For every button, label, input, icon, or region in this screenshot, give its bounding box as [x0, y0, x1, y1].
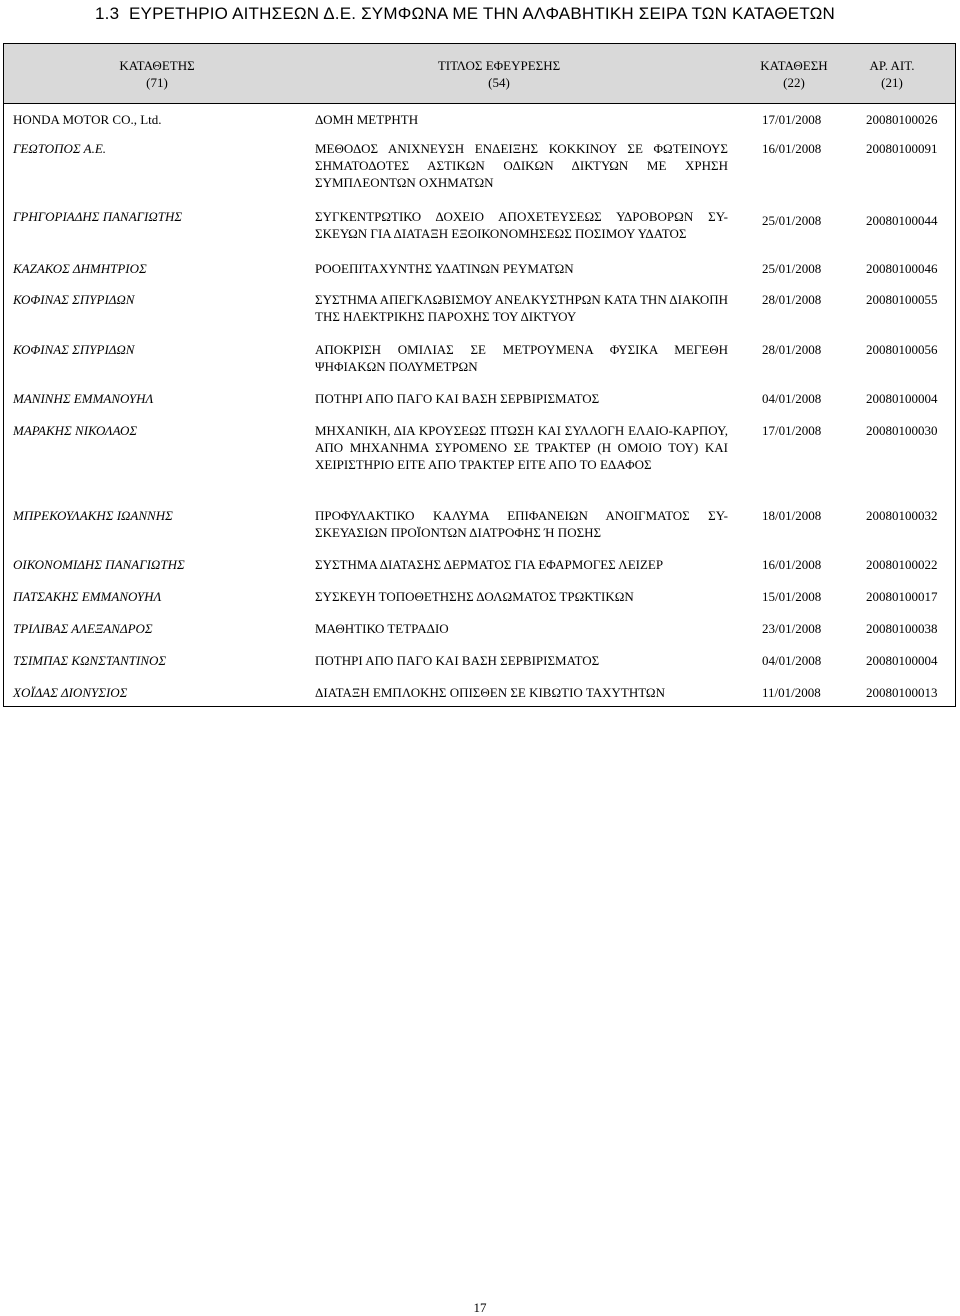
- applicant-name: HONDA MOTOR CO., Ltd.: [13, 112, 162, 127]
- application-number: 20080100044: [866, 213, 938, 228]
- application-number: 20080100022: [866, 557, 938, 572]
- column-header-applicant: ΚΑΤΑΘΕΤΗΣ (71): [119, 58, 195, 90]
- application-number: 20080100032: [866, 508, 938, 523]
- applicant-name: ΓΡΗΓΟΡΙΑΔΗΣ ΠΑΝΑΓΙΩΤΗΣ: [13, 209, 183, 224]
- invention-title: ΣΥΣΤΗΜΑ ΔΙΑΤΑΣΗΣ ΔΕΡΜΑΤΟΣ ΓΙΑ ΕΦΑΡΜΟΓΕΣ ΛΕΙΖΕΡ: [315, 557, 664, 572]
- table-header: [4, 44, 955, 104]
- application-number: 20080100004: [866, 653, 938, 668]
- invention-title: ΠΟΤΗΡΙ ΑΠΟ ΠΑΓΟ ΚΑΙ ΒΑΣΗ ΣΕΡΒΙΡΙΣΜΑΤΟΣ: [315, 653, 600, 668]
- applicant-name: ΧΟΪΔΑΣ ΔΙΟΝΥΣΙΟΣ: [13, 685, 128, 700]
- invention-title: ΜΗΧΑΝΙΚΗ, ΔΙΑ ΚΡΟΥΣΕΩΣ ΠΤΩΣΗ ΚΑΙ ΣΥΛΛΟΓΗ ΕΛΑΙΟ-ΚΑΡΠΟΥ, ΑΠΟ ΜΗΧΑΝΗΜΑ ΣΥΡΟΜΕΝΟ ΣΕ ΤΡΑΚΤΕΡ (Η ΟΜΟΙΟ ΤΟΥ) ΚΑΙ ΧΕΙΡΙΣΤΗΡΙΟ ΕΙΤΕ ΑΠΟ ΤΡΑΚΤΕΡ ΕΙΤΕ ΑΠΟ ΤΟ ΕΔΑΦΟΣ: [315, 423, 728, 472]
- filing-date: 17/01/2008: [762, 423, 822, 438]
- applicant-name: ΠΑΤΣΑΚΗΣ ΕΜΜΑΝΟΥΗΛ: [13, 589, 162, 604]
- invention-title: ΡΟΟΕΠΙΤΑΧΥΝΤΗΣ ΥΔΑΤΙΝΩΝ ΡΕΥΜΑΤΩΝ: [315, 261, 574, 276]
- filing-date: 11/01/2008: [762, 685, 821, 700]
- application-number: 20080100026: [866, 112, 938, 127]
- applicant-name: ΤΣΙΜΠΑΣ ΚΩΝΣΤΑΝΤΙΝΟΣ: [13, 653, 167, 668]
- filing-date: 25/01/2008: [762, 261, 822, 276]
- filing-date: 28/01/2008: [762, 292, 822, 307]
- applicant-name: ΟΙΚΟΝΟΜΙΔΗΣ ΠΑΝΑΓΙΩΤΗΣ: [13, 557, 185, 572]
- applicant-name: ΜΑΡΑΚΗΣ ΝΙΚΟΛΑΟΣ: [13, 423, 138, 438]
- applicant-name: ΜΑΝΙΝΗΣ ΕΜΜΑΝΟΥΗΛ: [13, 391, 154, 406]
- invention-title: ΠΡΟΦΥΛΑΚΤΙΚΟ ΚΑΛΥΜΑ ΕΠΙΦΑΝΕΙΩΝ ΑΝΟΙΓΜΑΤΟΣ ΣΥ-ΣΚΕΥΑΣΙΩΝ ΠΡΟΪΟΝΤΩΝ ΔΙΑΤΡΟΦΗΣ Ή ΠΟΣΗΣ: [315, 508, 728, 540]
- filing-date: 16/01/2008: [762, 141, 822, 156]
- filing-date: 28/01/2008: [762, 342, 822, 357]
- applications-table: [3, 43, 956, 707]
- invention-title: ΜΕΘΟΔΟΣ ΑΝΙΧΝΕΥΣΗ ΕΝΔΕΙΞΗΣ ΚΟΚΚΙΝΟΥ ΣΕ ΦΩΤΕΙΝΟΥΣ ΣΗΜΑΤΟΔΟΤΕΣ ΑΣΤΙΚΩΝ ΟΔΙΚΩΝ ΔΙΚΤΥΩΝ ΜΕ ΧΡΗΣΗ ΣΥΜΠΛΕΟΝΤΩΝ ΟΧΗΜΑΤΩΝ: [315, 141, 728, 190]
- filing-date: 15/01/2008: [762, 589, 822, 604]
- section-heading: [95, 4, 835, 24]
- section-title: ΕΥΡΕΤΗΡΙΟ ΑΙΤΗΣΕΩΝ Δ.Ε. ΣΥΜΦΩΝΑ ΜΕ ΤΗΝ ΑΛΦΑΒΗΤΙΚΗ ΣΕΙΡΑ ΤΩΝ ΚΑΤΑΘΕΤΩΝ: [129, 4, 835, 23]
- applicant-name: ΤΡΙΛΙΒΑΣ ΑΛΕΞΑΝΔΡΟΣ: [13, 621, 153, 636]
- application-number: 20080100046: [866, 261, 938, 276]
- filing-date: 16/01/2008: [762, 557, 822, 572]
- application-number: 20080100055: [866, 292, 938, 307]
- applicant-name: ΓΕΩΤΟΠΟΣ Α.Ε.: [13, 141, 107, 156]
- filing-date: 17/01/2008: [762, 112, 822, 127]
- applicant-name: ΜΠΡΕΚΟΥΛΑΚΗΣ ΙΩΑΝΝΗΣ: [13, 508, 173, 523]
- applicant-name: ΚΟΦΙΝΑΣ ΣΠΥΡΙΔΩΝ: [13, 292, 135, 307]
- filing-date: 04/01/2008: [762, 391, 822, 406]
- applicant-name: ΚΟΦΙΝΑΣ ΣΠΥΡΙΔΩΝ: [13, 342, 135, 357]
- application-number: 20080100030: [866, 423, 938, 438]
- page-number: 17: [473, 1300, 487, 1315]
- application-number: 20080100091: [866, 141, 938, 156]
- filing-date: 04/01/2008: [762, 653, 822, 668]
- invention-title: ΣΥΣΚΕΥΗ ΤΟΠΟΘΕΤΗΣΗΣ ΔΟΛΩΜΑΤΟΣ ΤΡΩΚΤΙΚΩΝ: [315, 589, 634, 604]
- invention-title: ΑΠΟΚΡΙΣΗ ΟΜΙΛΙΑΣ ΣΕ ΜΕΤΡΟΥΜΕΝΑ ΦΥΣΙΚΑ ΜΕΓΕΘΗ ΨΗΦΙΑΚΩΝ ΠΟΛΥΜΕΤΡΩΝ: [315, 342, 728, 374]
- invention-title: ΣΥΓΚΕΝΤΡΩΤΙΚΟ ΔΟΧΕΙΟ ΑΠΟΧΕΤΕΥΣΕΩΣ ΥΔΡΟΒΟΡΩΝ ΣΥ-ΣΚΕΥΩΝ ΓΙΑ ΔΙΑΤΑΞΗ ΕΞΟΙΚΟΝΟΜΗΣΕΩΣ ΠΟΣΙΜΟΥ ΥΔΑΤΟΣ: [315, 209, 728, 241]
- invention-title: ΔΟΜΗ ΜΕΤΡΗΤΗ: [315, 112, 419, 127]
- column-header-title: ΤΙΤΛΟΣ ΕΦΕΥΡΕΣΗΣ (54): [437, 58, 561, 90]
- section-number: 1.3: [95, 4, 120, 23]
- applicant-name: ΚΑΖΑΚΟΣ ΔΗΜΗΤΡΙΟΣ: [13, 261, 147, 276]
- application-number: 20080100056: [866, 342, 938, 357]
- application-number: 20080100004: [866, 391, 938, 406]
- filing-date: 23/01/2008: [762, 621, 822, 636]
- invention-title: ΜΑΘΗΤΙΚΟ ΤΕΤΡΑΔΙΟ: [315, 621, 449, 636]
- filing-date: 25/01/2008: [762, 213, 822, 228]
- invention-title: ΔΙΑΤΑΞΗ ΕΜΠΛΟΚΗΣ ΟΠΙΣΘΕΝ ΣΕ ΚΙΒΩΤΙΟ ΤΑΧΥΤΗΤΩΝ: [315, 685, 665, 700]
- application-number: 20080100017: [866, 589, 938, 604]
- application-number: 20080100013: [866, 685, 938, 700]
- invention-title: ΠΟΤΗΡΙ ΑΠΟ ΠΑΓΟ ΚΑΙ ΒΑΣΗ ΣΕΡΒΙΡΙΣΜΑΤΟΣ: [315, 391, 600, 406]
- application-number: 20080100038: [866, 621, 938, 636]
- invention-title: ΣΥΣΤΗΜΑ ΑΠΕΓΚΛΩΒΙΣΜΟΥ ΑΝΕΛΚΥΣΤΗΡΩΝ ΚΑΤΑ ΤΗΝ ΔΙΑΚΟΠΗ ΤΗΣ ΗΛΕΚΤΡΙΚΗΣ ΠΑΡΟΧΗΣ ΤΟΥ ΔΙΚΤΥΟΥ: [315, 292, 728, 324]
- column-header-application-number: ΑΡ. ΑΙΤ. (21): [869, 58, 915, 90]
- filing-date: 18/01/2008: [762, 508, 822, 523]
- column-header-filing-date: ΚΑΤΑΘΕΣΗ (22): [760, 58, 828, 90]
